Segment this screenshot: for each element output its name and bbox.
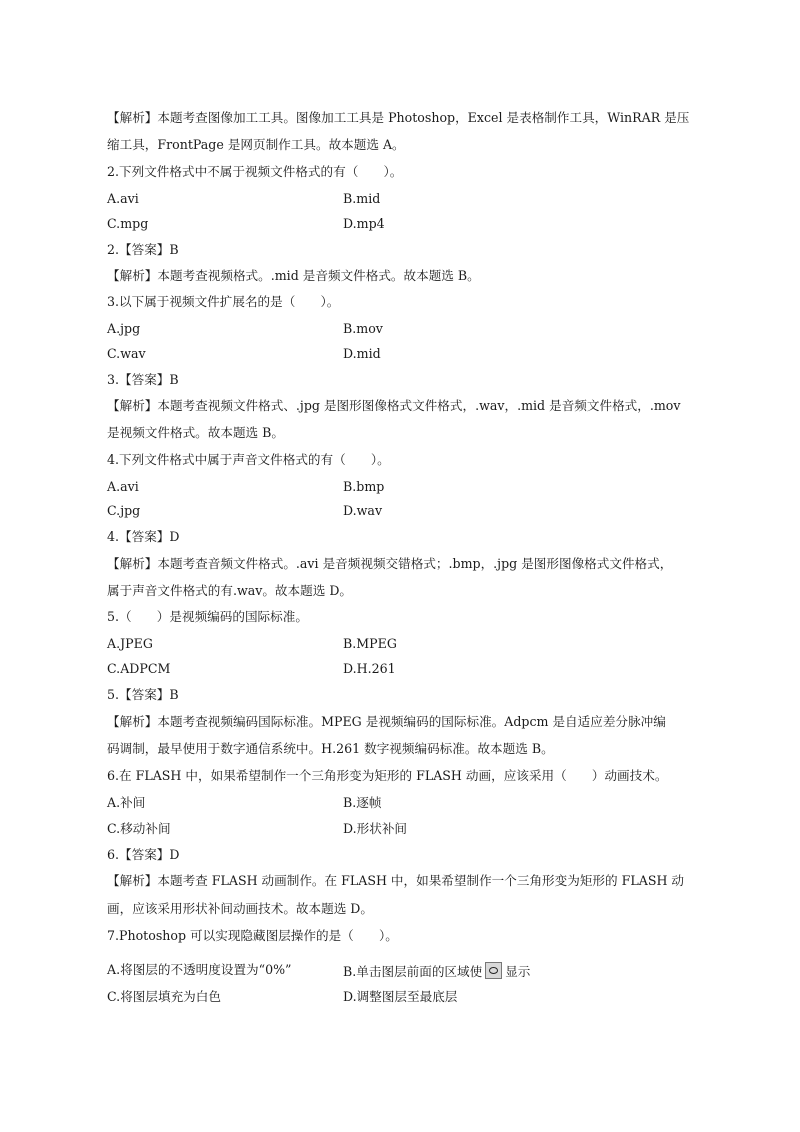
q5-option-c: C.ADPCM <box>107 661 171 676</box>
q4-option-c: C.jpg <box>107 503 141 518</box>
answer-2: 2.【答案】B <box>107 242 179 257</box>
question-3: 3.以下属于视频文件扩展名的是（ ）。 <box>107 294 340 309</box>
explanation-2: 【解析】本题考查视频格式。.mid 是音频文件格式。故本题选 B。 <box>107 268 480 283</box>
q7-option-d: D.调整图层至最底层 <box>343 989 458 1004</box>
q3-option-c: C.wav <box>107 346 146 361</box>
q5-option-b: B.MPEG <box>343 636 397 651</box>
q2-option-d: D.mp4 <box>343 216 385 231</box>
q4-option-a: A.avi <box>107 479 139 494</box>
q7-option-b <box>343 962 530 980</box>
q2-option-a: A.avi <box>107 191 139 206</box>
q6-option-c: C.移动补间 <box>107 821 171 836</box>
answer-6: 6.【答案】D <box>107 847 180 862</box>
explanation-1: 【解析】本题考查图像加工工具。图像加工工具是 Photoshop，Excel 是表格制作工具，WinRAR 是压 <box>107 110 690 125</box>
eye-icon <box>485 962 502 979</box>
explanation-5-cont: 码调制，最早使用于数字通信系统中。H.261 数字视频编码标准。故本题选 B。 <box>107 741 554 756</box>
q6-option-a: A.补间 <box>107 795 146 810</box>
explanation-6: 【解析】本题考查 FLASH 动画制作。在 FLASH 中，如果希望制作一个三角形变为矩形的 FLASH 动 <box>107 873 685 888</box>
q4-option-d: D.wav <box>343 503 383 518</box>
question-7: 7.Photoshop 可以实现隐藏图层操作的是（ ）。 <box>107 928 398 943</box>
answer-3: 3.【答案】B <box>107 372 179 387</box>
q2-option-c: C.mpg <box>107 216 149 231</box>
explanation-1-cont: 缩工具，FrontPage 是网页制作工具。故本题选 A。 <box>107 137 405 152</box>
explanation-3: 【解析】本题考查视频文件格式、.jpg 是图形图像格式文件格式，.wav，.mid 是音频文件格式，.mov <box>107 398 681 413</box>
question-6: 6.在 FLASH 中，如果希望制作一个三角形变为矩形的 FLASH 动画，应该采用（ ）动画技术。 <box>107 768 668 783</box>
question-4: 4.下列文件格式中属于声音文件格式的有（ ）。 <box>107 452 390 467</box>
q6-option-b: B.逐帧 <box>343 795 382 810</box>
explanation-4: 【解析】本题考查音频文件格式。.avi 是音频视频交错格式；.bmp，.jpg 是图形图像格式文件格式， <box>107 556 673 571</box>
q3-option-d: D.mid <box>343 346 381 361</box>
q7-option-b-text-end: 显示 <box>505 964 531 979</box>
q3-option-b: B.mov <box>343 321 383 336</box>
q3-option-a: A.jpg <box>107 321 141 336</box>
q5-option-d: D.H.261 <box>343 661 396 676</box>
question-2: 2.下列文件格式中不属于视频文件格式的有（ ）。 <box>107 164 403 179</box>
q5-option-a: A.JPEG <box>107 636 153 651</box>
explanation-3-cont: 是视频文件格式。故本题选 B。 <box>107 425 284 440</box>
q7-option-a: A.将图层的不透明度设置为“0%” <box>107 962 292 977</box>
explanation-5: 【解析】本题考查视频编码国际标准。MPEG 是视频编码的国际标准。Adpcm 是自适应差分脉冲编 <box>107 714 666 729</box>
q2-option-b: B.mid <box>343 191 381 206</box>
q7-option-b-text: B.单击图层前面的区域使 <box>343 964 483 979</box>
q7-option-c: C.将图层填充为白色 <box>107 989 221 1004</box>
q6-option-d: D.形状补间 <box>343 821 408 836</box>
question-5: 5.（ ）是视频编码的国际标准。 <box>107 609 308 624</box>
explanation-6-cont: 画，应该采用形状补间动画技术。故本题选 D。 <box>107 901 373 916</box>
answer-5: 5.【答案】B <box>107 687 179 702</box>
answer-4: 4.【答案】D <box>107 529 180 544</box>
q4-option-b: B.bmp <box>343 479 385 494</box>
explanation-4-cont: 属于声音文件格式的有.wav。故本题选 D。 <box>107 583 353 598</box>
